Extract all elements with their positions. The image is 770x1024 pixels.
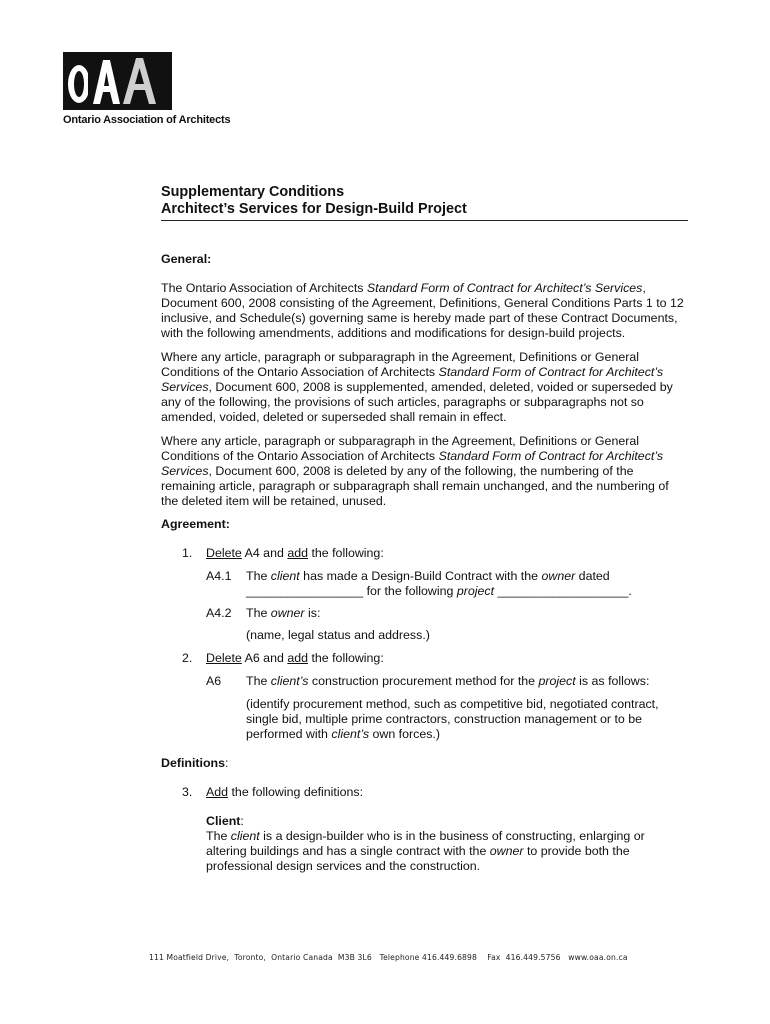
footer-contact: 111 Moatfield Drive, Toronto, Ontario Canada M3B 3L6 Telephone 416.449.6898 Fax 416.449.5756 www.oaa.on.ca <box>149 953 628 962</box>
general-paragraph-1: The Ontario Association of Architects Standard Form of Contract for Architect’s Services, Document 600, 2008 consisting of the Agreement, Definitions, General Conditions Parts 1 to 12 inclusive, and Schedule(s) governing same is hereby made part of these Contract Documents, with the following amendments, additions and modifications for design-build projects. <box>161 281 684 340</box>
logo-caption: Ontario Association of Architects <box>63 114 231 126</box>
clause-a6: A6 The client’s construction procurement method for the project is as follows: <box>206 674 650 688</box>
agreement-item-2: 2. Delete A6 and add the following: <box>182 651 384 665</box>
document-body <box>161 252 688 874</box>
agreement-item-1: 1. Delete A4 and add the following: <box>182 546 384 560</box>
general-heading: General: <box>161 252 212 266</box>
title-line-2: Architect’s Services for Design-Build Project <box>161 201 467 217</box>
definitions-heading: Definitions: <box>161 756 229 770</box>
document-title <box>161 184 688 221</box>
definitions-item-3: 3. Add the following definitions: <box>182 785 364 799</box>
general-paragraph-3: Where any article, paragraph or subparagraph in the Agreement, Definitions or General Conditions of the Ontario Association of Architects Standard Form of Contract for Architect’s Services, Document 600, 2008 is deleted by any of the following, the numbering of the remaining article, paragraph or subparagraph shall remain unchanged, and the numbering of the deleted item will be retained, unused. <box>161 434 669 508</box>
clause-a4-2: A4.2 The owner is: <box>206 606 321 620</box>
definition-client: Client: The client is a design-builder who is in the business of constructing, enlarging or altering buildings and has a single contract with the owner to provide both the professional design services and the construction. <box>206 814 645 873</box>
definition-term: Client <box>206 814 241 828</box>
clause-a4-2-note: (name, legal status and address.) <box>246 628 430 642</box>
agreement-heading: Agreement: <box>161 517 230 531</box>
clause-a4-1: A4.1 The client has made a Design-Build Contract with the owner dated _________________ for the following project ___________________. <box>206 569 632 598</box>
oaa-logo <box>63 52 173 110</box>
clause-a6-note: (identify procurement method, such as competitive bid, negotiated contract, single bid, multiple prime contractors, construction management or to be performed with client’s own forces.) <box>246 697 659 741</box>
title-line-1: Supplementary Conditions <box>161 184 345 200</box>
general-paragraph-2: Where any article, paragraph or subparagraph in the Agreement, Definitions or General Conditions of the Ontario Association of Architects Standard Form of Contract for Architect’s Services, Document 600, 2008 is supplemented, amended, deleted, voided or superseded by any of the following, the provisions of such articles, paragraphs or subparagraphs not so amended, voided, deleted or superseded shall remain in effect. <box>161 350 673 424</box>
